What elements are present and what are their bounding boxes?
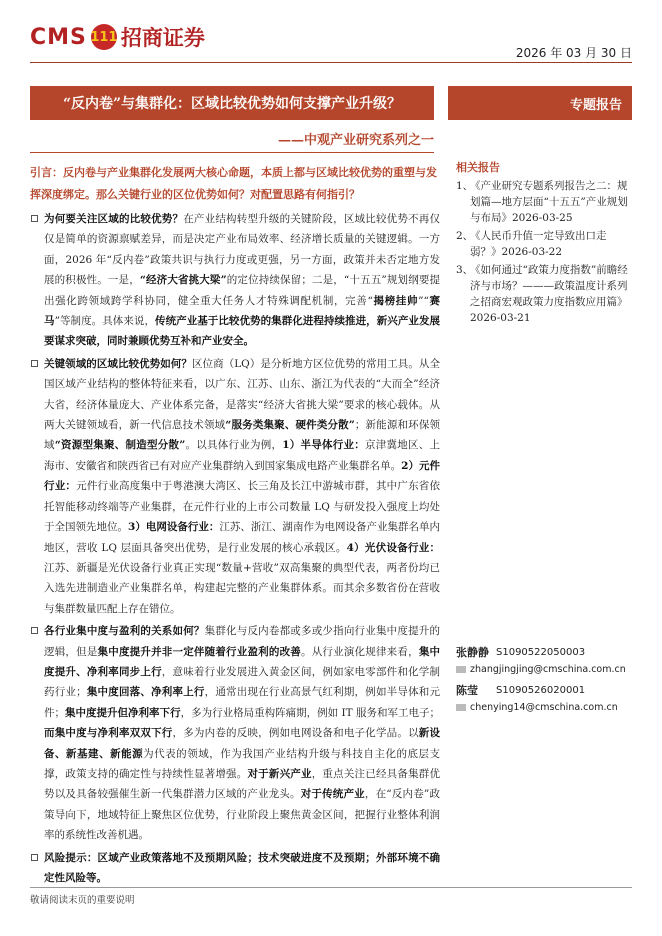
logo-latin-text: CMS [30,24,87,50]
bold-text-segment: 赛马 [44,294,441,328]
related-reports-list [456,178,632,326]
square-bullet-icon [31,360,38,367]
bold-text-segment: 集中度提升、净利率同步上行 [44,645,441,678]
text-segment: 区位商（LQ）是分析地方区位优势的常用工具。从全国区域产业结构的整体特征来看，以广东、江苏、山东、浙江为代表的“大而全”经济大省，经济体量庞大、产业体系完备，是落实“经济大省挑大梁”要求的核心载体。从两大关键领域看，新一代信息技术领域 [44,357,440,432]
title-banner [30,86,434,120]
logo-mark-text: 111 [90,29,118,45]
bold-text-segment: 2）元件行业： [44,459,440,493]
text-segment: ，多为内卷的反映，例如电网设备和电子化学品。以 [172,727,419,740]
text-segment: 在产业结构转型升级的关键阶段，区域比较优势不再仅仅是简单的资源禀赋差异，而是决定产业布局效率、经济增长质量的关键逻辑。一方面，2026 年“反内卷”政策共识与执行力度或更强，另一方面，政策并未否定地方发展的积极性。一是， [44,213,441,287]
text-segment: 集群化与反内卷都或多或少指向行业集中度提升的逻辑，但是 [44,625,440,658]
bold-text-segment: 3）电网设备行业： [128,521,220,534]
text-segment: ，重点关注已经具备集群优势以及具备较强催生新一代集群潜力区域的产业龙头。 [44,767,441,801]
bold-text-segment: 关键领域的区域比较优势如何？ [44,357,192,370]
related-report-text: 《产业研究专题系列报告之二：规划篇—地方层面“十五五”产业规划与布局》2026-03-25 [470,180,628,224]
cms-logo [30,22,205,52]
bold-text-segment: 集中度提升并非一定伴随着行业盈利的改善 [97,645,302,658]
report-title: “反内卷”与集群化：区域比较优势如何支撑产业升级？ [62,96,402,112]
text-segment: 。以具体行业为例， [185,439,283,452]
report-date: 2026 年 03 月 30 日 [515,46,632,60]
text-segment: 江苏、浙江、湖南作为电网设备产业集群名单内地区，营收 LQ 层面具备突出优势，是行业发展的核心承载区。 [44,521,441,554]
square-bullet-icon [31,627,38,634]
bold-text-segment: 新设备、新基建、新能源 [44,727,441,760]
square-bullet-icon [31,854,38,861]
bold-text-segment: 集中度回落、净利率上行 [86,686,205,699]
text-segment: 京津冀地区、上海市、安徽省和陕西省已有对应产业集群纳入到国家集成电路产业集群名单。 [44,439,441,472]
related-report-item [456,228,632,260]
main-body [30,209,440,890]
analyst-email-row [456,699,632,716]
text-segment: ；新能源和环保领域 [44,419,441,452]
text-segment: 为代表的领域，作为我国产业结构升级与科技自主化的底层支撑，政策支持的确定性与持续性显著增强。 [44,747,441,780]
body-paragraph [30,209,440,352]
analyst-name: 陈莹 [456,684,478,697]
related-report-item [456,262,632,326]
bold-text-segment: “经济大省挑大梁” [139,274,227,287]
analyst-name: 张静静 [456,646,489,659]
text-segment: 元件行业高度集中于粤港澳大湾区、长三角及长江中游城市群，其中广东省依托智能移动终端等产业集群，在元件行业的上市公司数量 LQ 与研发投入强度上均处于全国领先地位。 [44,480,440,534]
subtitle-divider [30,152,434,153]
analyst-email-row [456,661,632,678]
analyst-row [456,682,632,699]
body-paragraph [30,621,440,845]
analysts-panel [456,644,632,720]
logo-chinese-text: 招商证券 [120,26,205,50]
square-bullet-icon [31,215,38,222]
related-report-text: 《人民币升值一定导致出口走弱？》2026-03-22 [470,230,607,258]
bold-text-segment: 传统产业基于比较优势的集群化进程持续推进，新兴产业发展要谋求突破，同时兼顾优势互补和产业安全。 [44,315,441,348]
body-paragraph [30,848,440,889]
related-reports-title: 相关报告 [456,161,500,174]
analyst-cert-number: S1090526020001 [496,685,586,696]
bold-text-segment: “资源型集聚、制造型分散” [54,439,186,452]
text-segment: 。从行业演化规律来看， [301,645,419,658]
intro-paragraph: 引言：反内卷与产业集群化发展两大核心命题，本质上都与区域比较优势的重塑与发挥深度绑定。那么关键行业的区位优势如何？对配置思路有何指引？ [30,166,437,201]
body-paragraph [30,354,440,619]
logo-mark-icon [91,24,117,50]
analyst-spacer [456,716,632,720]
report-type-banner [448,86,632,120]
footer-note: 敬请阅读末页的重要说明 [30,895,135,906]
bold-text-segment: 1）半导体行业： [282,439,366,452]
text-segment: ，在“反内卷”政策导向下，地域特征上聚焦区位优势，行业阶段上聚焦黄金区间，把握行业整体利润率的系统性改善机遇。 [44,788,440,842]
analyst-email[interactable]: chenying14@cmschina.com.cn [470,702,618,713]
series-subtitle: ——中观产业研究系列之一 [277,133,434,148]
related-reports-panel [456,160,632,328]
bold-text-segment: 风险提示：区域产业政策落地不及预期风险；技术突破进度不及预期；外部环境不确定性风险等。 [44,851,440,884]
text-segment: 的定位持续保留；二是，“十五五”规划纲要提出强化跨领域跨学科协同，健全重大任务人才特殊调配机制，完善“ [44,274,440,307]
text-segment: ，意味着行业发展进入黄金区间，例如家电零部件和化学制药行业； [44,665,441,699]
bold-text-segment: 揭榜挂帅 [372,294,419,307]
bold-text-segment: “服务类集聚、硬件类分散” [225,419,355,432]
bold-text-segment: 而集中度与净利率双双下行 [44,727,173,740]
mail-icon [456,666,466,673]
related-report-item [456,178,632,226]
text-segment: ”“ [418,294,429,307]
text-segment: ，通常出现在行业高景气红利期，例如半导体和元件； [44,686,440,719]
text-segment: ，多为行业格局重构阵痛期，例如 IT 服务和军工电子； [180,706,441,719]
related-report-number: 2、 [456,230,474,242]
footer-divider [30,887,632,888]
text-segment: 江苏、新疆是光伏设备行业真正实现“数量+营收”双高集聚的典型代表，两者份均已入选先进制造业产业集群名单，构建起完整的产业集群体系。而其余多数省份在营收与集群数量匹配上存在错位。 [44,561,440,615]
bold-text-segment: 各行业集中度与盈利的关系如何？ [44,625,205,638]
related-report-number: 3、 [456,264,474,276]
bold-text-segment: 对于传统产业 [300,788,365,801]
analyst-cert-number: S1090522050003 [496,647,586,658]
header-divider [30,62,632,63]
analyst-email[interactable]: zhangjingjing@cmschina.com.cn [470,664,626,675]
bold-text-segment: 集中度提升但净利率下行 [65,706,181,719]
page-header [0,0,662,80]
related-report-text: 《如何通过“政策力度指数”前瞻经济与市场？———政策温度计系列之招商宏观政策力度指数应用篇》2026-03-21 [470,264,628,324]
mail-icon [456,704,466,711]
related-report-number: 1、 [456,180,474,192]
analyst-row [456,644,632,661]
text-segment: ”等制度。具体来说， [54,315,156,328]
bold-text-segment: 为何要关注区域的比较优势？ [44,213,184,225]
bold-text-segment: 4）光伏设备行业： [346,541,440,554]
bold-text-segment: 对于新兴产业 [247,767,312,780]
report-type-label: 专题报告 [569,97,622,113]
